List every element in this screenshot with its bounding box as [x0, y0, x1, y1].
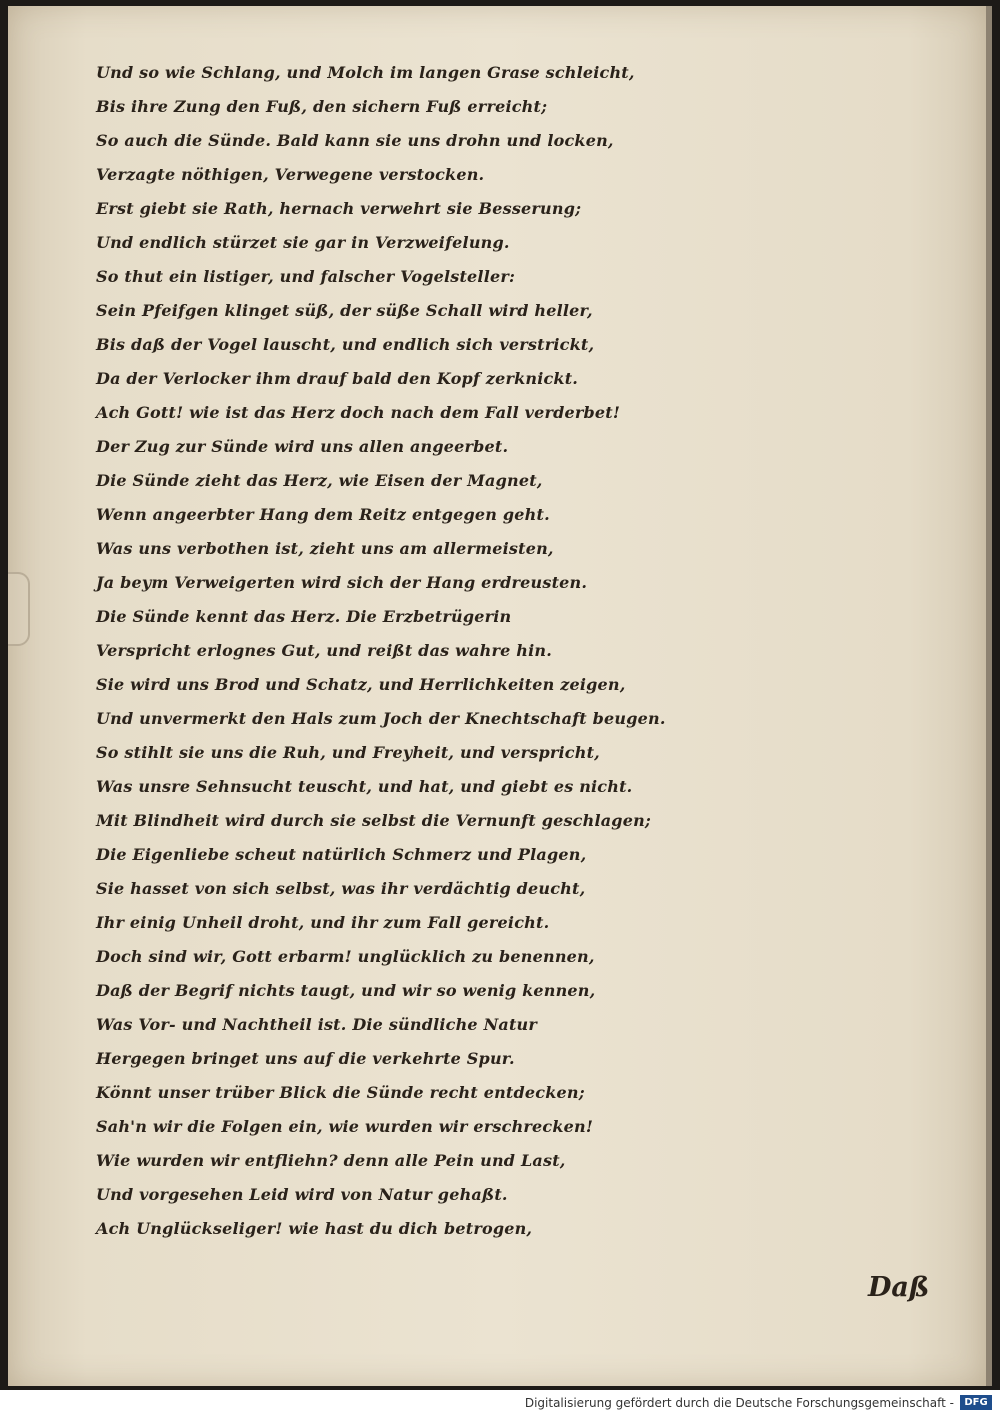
poem-line: Ach Gott! wie ist das Herz doch nach dem Fall verderbet!	[96, 403, 621, 422]
poem-line: So auch die Sünde. Bald kann sie uns drohn und locken,	[96, 131, 614, 150]
poem-line: Da der Verlocker ihm drauf bald den Kopf zerknickt.	[96, 369, 579, 388]
poem-line: Könnt unser trüber Blick die Sünde recht entdecken;	[96, 1083, 585, 1102]
poem-line: So thut ein listiger, und falscher Vogelsteller:	[96, 267, 516, 286]
poem-line: Mit Blindheit wird durch sie selbst die Vernunft geschlagen;	[96, 811, 652, 830]
poem-line: Wie wurden wir entfliehn? denn alle Pein und Last,	[96, 1151, 566, 1170]
book-page	[8, 6, 992, 1386]
poem-line: Sah'n wir die Folgen ein, wie wurden wir erschrecken!	[96, 1117, 594, 1136]
poem-line: Und so wie Schlang, und Molch im langen Grase schleicht,	[96, 63, 635, 82]
poem-line: Die Sünde kennt das Herz. Die Erzbetrügerin	[96, 607, 512, 626]
poem-line: Daß der Begrif nichts taugt, und wir so wenig kennen,	[96, 981, 596, 1000]
poem-line: Sie hasset von sich selbst, was ihr verdächtig deucht,	[96, 879, 586, 898]
poem-line: Und endlich stürzet sie gar in Verzweifelung.	[96, 233, 510, 252]
poem-line: Und unvermerkt den Hals zum Joch der Knechtschaft beugen.	[96, 709, 666, 728]
poem-line: Bis ihre Zung den Fuß, den sichern Fuß erreicht;	[96, 97, 548, 116]
dfg-logo: DFG	[960, 1395, 992, 1410]
poem-line: Der Zug zur Sünde wird uns allen angeerbet.	[96, 437, 509, 456]
poem-line: Die Sünde zieht das Herz, wie Eisen der Magnet,	[96, 471, 543, 490]
funding-credit: Digitalisierung gefördert durch die Deutsche Forschungsgemeinschaft -	[524, 1396, 954, 1410]
poem-line: Wenn angeerbter Hang dem Reitz entgegen geht.	[96, 505, 550, 524]
poem-line: Bis daß der Vogel lauscht, und endlich sich verstrickt,	[96, 335, 595, 354]
poem-line: Ach Unglückseliger! wie hast du dich betrogen,	[96, 1219, 533, 1238]
poem-line: Erst giebt sie Rath, hernach verwehrt sie Besserung;	[96, 199, 582, 218]
poem-line: Was unsre Sehnsucht teuscht, und hat, und giebt es nicht.	[96, 777, 633, 796]
poem-line: So stihlt sie uns die Ruh, und Freyheit, und verspricht,	[96, 743, 600, 762]
digitization-footer	[0, 1390, 1000, 1416]
poem-line: Verspricht erlognes Gut, und reißt das wahre hin.	[96, 641, 552, 660]
poem-line: Die Eigenliebe scheut natürlich Schmerz und Plagen,	[96, 845, 587, 864]
poem-line: Doch sind wir, Gott erbarm! unglücklich zu benennen,	[96, 947, 595, 966]
poem-line: Ja beym Verweigerten wird sich der Hang erdreusten.	[96, 573, 588, 592]
poem-line: Was Vor- und Nachtheil ist. Die sündliche Natur	[96, 1015, 538, 1034]
poem-line: Was uns verbothen ist, zieht uns am allermeisten,	[96, 539, 554, 558]
poem-line: Hergegen bringet uns auf die verkehrte Spur.	[96, 1049, 515, 1068]
page-clip	[8, 572, 30, 646]
poem-line: Sein Pfeifgen klinget süß, der süße Schall wird heller,	[96, 301, 593, 320]
poem-line: Ihr einig Unheil droht, und ihr zum Fall gereicht.	[96, 913, 550, 932]
poem-line: Und vorgesehen Leid wird von Natur gehaßt.	[96, 1185, 508, 1204]
poem-line: Verzagte nöthigen, Verwegene verstocken.	[96, 165, 485, 184]
poem-text	[96, 56, 976, 1246]
catchword: Daß	[868, 1272, 930, 1303]
poem-line: Sie wird uns Brod und Schatz, und Herrlichkeiten zeigen,	[96, 675, 626, 694]
